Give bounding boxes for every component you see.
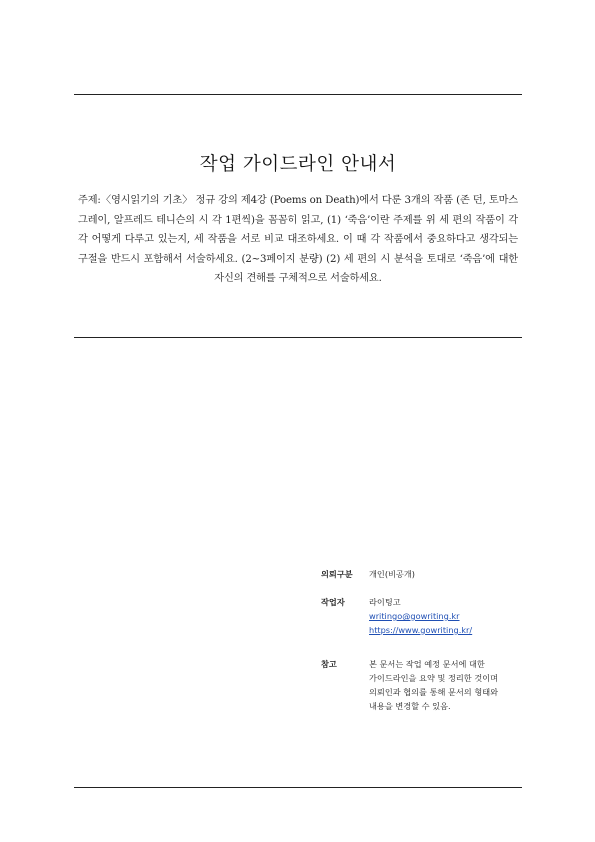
author-label: 작업자 (321, 597, 345, 607)
request-type-row (321, 567, 521, 581)
note-label: 참고 (321, 659, 337, 669)
subject-paragraph: 주제:〈영시읽기의 기초〉 정규 강의 제4강 (Poems on Death)에서 다룬 3개의 작품 (존 던, 토마스 그레이, 알프레드 테니슨의 시 각 1편씩)을 꼼꼼히 읽고, (1) ‘죽음’이란 주제를 위 세 편의 작품이 각각 어떻게 다루고 있는지, 세 작품을 서로 비교 대조하세요. 이 때 각 작품에서 중요하다고 생각되는 구절을 반드시 포함해서 서술하세요. (2~3페이지 분량) (2) 세 편의 시 분석을 토대로 ‘죽음’에 대한 자신의 견해를 구체적으로 서술하세요. (78, 195, 518, 285)
document-meta (321, 567, 521, 727)
author-info (369, 595, 521, 637)
note-line: 본 문서는 작업 예정 문서에 대한 (369, 659, 485, 669)
note-line: 가이드라인을 요약 및 정리한 것이며 (369, 673, 499, 683)
note-row (321, 657, 521, 713)
bottom-divider (74, 787, 522, 788)
request-type-value: 개인(비공개) (369, 569, 415, 579)
author-website-link[interactable]: https://www.gowriting.kr/ (369, 625, 473, 635)
middle-divider (74, 337, 522, 338)
author-email-link[interactable]: writingo@gowriting.kr (369, 611, 460, 621)
request-type-label: 의뢰구분 (321, 569, 353, 579)
document-title: 작업 가이드라인 안내서 (199, 154, 397, 175)
note-text (369, 657, 521, 713)
note-line: 의뢰인과 협의를 통해 문서의 형태와 (369, 687, 499, 697)
author-row (321, 595, 521, 637)
author-name: 라이팅고 (369, 597, 401, 607)
top-divider (74, 94, 522, 95)
note-line: 내용을 변경할 수 있음. (369, 701, 451, 711)
